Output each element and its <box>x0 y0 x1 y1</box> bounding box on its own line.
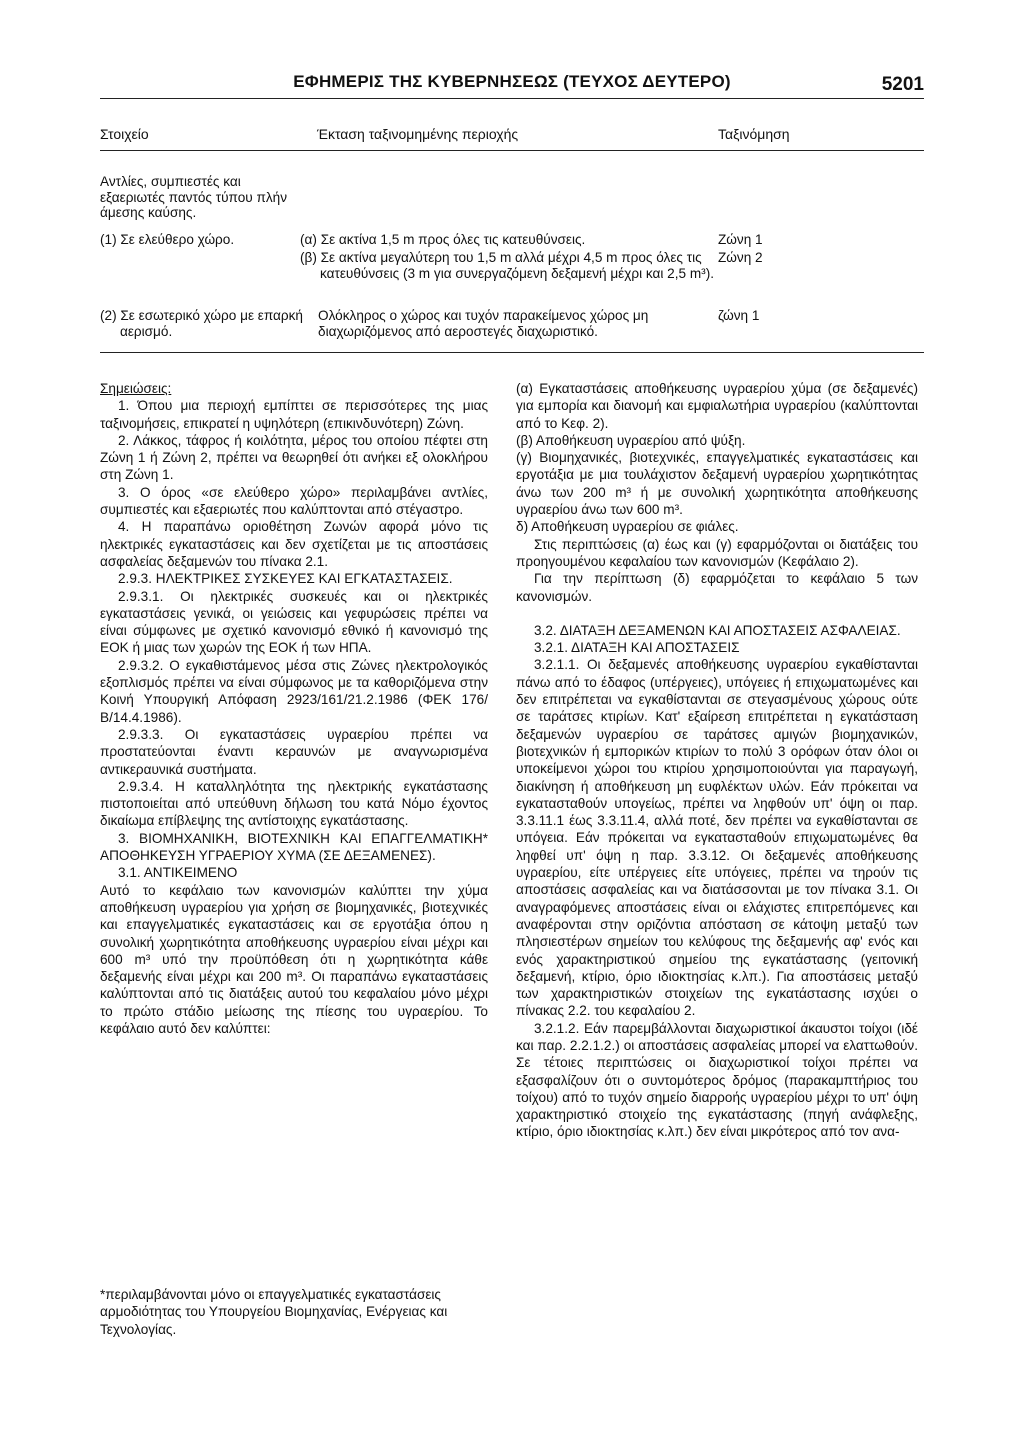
exclusion-a: (α) Εγκαταστάσεις αποθήκευσης υγραερίου χύμα (σε δεξαμενές) για εμπορία και διανομή και εμφιαλωτήρια υγραερίου (καλύπτονται από το Κεφ. 2). <box>516 381 918 431</box>
paragraph-case-d: Για την περίπτωση (δ) εφαρμόζεται το κεφάλαιο 5 των κανονισμών. <box>516 571 918 604</box>
note-2: 2. Λάκκος, τάφρος ή κοιλότητα, μέρος του οποίου πέφτει στη Ζώνη 1 ή Ζώνη 2, πρέπει να θεωρηθεί ότι ανήκει εξ ολοκλήρου στη Ζώνη 1. <box>100 432 488 483</box>
exclusion-c: (γ) Βιομηχανικές, βιοτεχνικές, επαγγελματικές εγκαταστάσεις και εργοτάξια με μια τουλάχιστον δεξαμενή υγραερίου χωρητικότητας άνω των 200 m³ ή με συνολική χωρητικότητα αποθήκευσης υγραερίου άνω των 600 m³. <box>516 450 918 518</box>
table-header-element: Στοιχείο <box>100 126 149 142</box>
paragraph-cases-a-c: Στις περιπτώσεις (α) έως και (γ) εφαρμόζονται οι διατάξεις του προηγουμένου κεφαλαίου των κανονισμών (Κεφάλαιο 2). <box>516 536 918 569</box>
section-2-9-3-1: 2.9.3.1. Οι ηλεκτρικές συσκευές και οι ηλεκτρικές εγκαταστάσεις γενικά, οι γειώσεις και γεφυρώσεις πρέπει να είναι σύμφωνες με σχετικό κανονισμό εθνικό ή κανονισμό της ΕΟΚ ή μιας των χωρών της ΕΟΚ ή των ΗΠΑ. <box>100 588 488 656</box>
row2-element: (2) Σε εσωτερικό χώρο με επαρκή αερισμό. <box>100 308 303 339</box>
left-column <box>100 380 488 1037</box>
section-3-2-1-heading: 3.2.1. ΔΙΑΤΑΞΗ ΚΑΙ ΑΠΟΣΤΑΣΕΙΣ <box>534 640 740 656</box>
note-4: 4. Η παραπάνω οριοθέτηση Ζωνών αφορά μόνο τις ηλεκτρικές εγκαταστάσεις και δεν σχετίζεται με τις αποστάσεις ασφαλείας δεξαμενών του πίνακα 2.1. <box>100 519 488 569</box>
section-2-9-3-2: 2.9.3.2. Ο εγκαθιστάμενος μέσα στις Ζώνες ηλεκτρολογικός εξοπλισμός πρέπει να είναι σύμφωνος με τα καθοριζόμενα στην Κοινή Υπουργική Απόφαση 2923/161/21.2.1986 (ΦΕΚ 176/Β/14.4.1986). <box>100 657 488 725</box>
page-header-title: ΕΦΗΜΕΡΙΣ ΤΗΣ ΚΥΒΕΡΝΗΣΕΩΣ (ΤΕΥΧΟΣ ΔΕΥΤΕΡΟ) <box>293 72 731 91</box>
table-header-extent: Έκταση ταξινομημένης περιοχής <box>317 126 519 142</box>
section-3-2-1-2: 3.2.1.2. Εάν παρεμβάλλονται διαχωριστικοί άκαυστοι τοίχοι (ιδέ και παρ. 2.2.1.2.) οι αποστάσεις ασφαλείας μπορεί να ελαττωθούν. Σε τέτοιες περιπτώσεις οι διαχωριστικοί τοίχοι πρέπει να εξασφαλίζουν ότι ο συντομότερος δρόμος (παρακαμπτήριος του τοίχου) από το τυχόν σημείο διαρροής υγραερίου μέχρι το υπ' όψη χαρακτηριστικό στοιχείο της εγκατάστασης (πηγή ανάφλεξης, κτίριο, όριο ιδιοκτησίας κ.λπ.) δεν είναι μικρότερος από τον ανα- <box>516 1020 918 1140</box>
table-header-classification: Ταξινόμηση <box>718 126 790 142</box>
row1-class-a: Ζώνη 1 <box>718 232 763 247</box>
row2-class: ζώνη 1 <box>718 308 760 323</box>
footnote: *περιλαμβάνονται μόνο οι επαγγελματικές εγκαταστάσεις αρμοδιότητας του Υπουργείου Βιομηχανίας, Ενέργειας και Τεχνολογίας. <box>100 1287 448 1337</box>
note-3: 3. Ο όρος «σε ελεύθερο χώρο» περιλαμβάνει αντλίες, συμπιεστές και εξαεριωτές που καλύπτονται από στέγαστρο. <box>100 484 488 518</box>
section-3-heading: 3. ΒΙΟΜΗΧΑΝΙΚΗ, ΒΙΟΤΕΧΝΙΚΗ ΚΑΙ ΕΠΑΓΓΕΛΜΑΤΙΚΗ* ΑΠΟΘΗΚΕΥΣΗ ΥΓΡΑΕΡΙΟΥ ΧΥΜΑ (ΣΕ ΔΕΞΑΜΕΝΕΣ). <box>100 830 488 864</box>
section-2-9-3-4: 2.9.3.4. Η καταλληλότητα της ηλεκτρικής εγκατάστασης πιστοποιείται από υπεύθυνη δήλωση του κατά Νόμο έχοντος δικαίωμα επίβλεψης της αντίστοιχης εγκατάστασης. <box>100 778 488 829</box>
table-intro: Αντλίες, συμπιεστές και εξαεριωτές παντός τύπου πλήν άμεσης καύσης. <box>100 174 288 220</box>
table-bottom-rule <box>100 352 924 353</box>
row2-extent: Ολόκληρος ο χώρος και τυχόν παρακείμενος χώρος μη διαχωριζόμενος από αεροστεγές διαχωριστικό. <box>318 308 649 339</box>
section-3-1-text: Αυτό το κεφάλαιο των κανονισμών καλύπτει την χύμα αποθήκευση υγραερίου για χρήση σε βιομηχανικές, βιοτεχνικές και επαγγελματικές εγκαταστάσεις και σε εργοτάξια όπου η συνολική χωρητικότητα αποθήκευσης υγραερίου είναι μέχρι και 600 m³ υπό την προϋπόθεση ότι η χωρητικότητα κάθε δεξαμενής είναι μέχρι και 200 m³. Οι παραπάνω εγκαταστάσεις καλύπτονται από τις διατάξεις αυτού του κεφαλαίου μόνο μέχρι το πρώτο στάδιο μείωσης της πίεσης του υγραερίου. Το κεφάλαιο αυτό δεν καλύπτει: <box>100 882 488 1036</box>
right-column <box>516 380 918 1141</box>
exclusion-d: δ) Αποθήκευση υγραερίου σε φιάλες. <box>516 519 739 535</box>
section-3-2-heading: 3.2. ΔΙΑΤΑΞΗ ΔΕΞΑΜΕΝΩΝ ΚΑΙ ΑΠΟΣΤΑΣΕΙΣ ΑΣΦΑΛΕΙΑΣ. <box>534 622 901 638</box>
table-header-rule <box>100 150 924 151</box>
section-3-2-1-1: 3.2.1.1. Οι δεξαμενές αποθήκευσης υγραερίου εγκαθίστανται πάνω από το έδαφος (υπέργειες), υπόγειες ή επιχωματωμένες και δεν επιτρέπεται να εγκαθίστανται σε στεγασμένους χώρους ούτε σε ταράτσες κτιρίων. Κατ' εξαίρεση επιτρέπεται η εγκατάσταση δεξαμενών υγραερίου σε ταράτσες αμιγών βιομηχανικών, βιοτεχνικών ή εμπορικών κτιρίων το πολύ 3 ορόφων όταν όλοι οι υποκείμενοι χώροι του κτιρίου χρησιμοποιούνται για παραγωγή, διακίνηση ή αποθήκευση μη ευφλέκτων υλών. Εάν πρόκειται να εγκατασταθούν υπογείως, πρέπει να ληφθούν υπ' όψη οι παρ. 3.3.11.1 έως 3.3.11.4, αλλά ποτέ, δεν πρέπει να εγκαθίστανται σε υπόγεια. Εάν πρόκειται να εγκατασταθούν επιχωματωμένες θα ληφθεί υπ' όψη η παρ. 3.3.12. Οι δεξαμενές αποθήκευσης υγραερίου, είτε υπέργειες είτε υπόγειες, πρέπει να τηρούν τις αποστάσεις ασφαλείας και να διατάσσονται με τον πίνακα 3.1. Οι αναγραφόμενες αποστάσεις είναι οι ελάχιστες επιτρεπόμενες και αναφέρονται στην οριζόντια απόσταση σε κάτοψη μεταξύ των πλησιεστέρων σημείων του κελύφους της δεξαμενής αφ' ενός και ενός χαρακτηριστικού σημείου της εγκατάστασης (γειτονική δεξαμενή, κτίριο, όριο ιδιοκτησίας κ.λπ.). Για αποστάσεις μεταξύ των χαρακτηριστικών στοιχείων της εγκατάστασης ισχύει ο πίνακας 2.2. του κεφαλαίου 2. <box>516 657 918 1019</box>
header-rule <box>100 98 924 99</box>
row1-extent-b: (β) Σε ακτίνα μεγαλύτερη του 1,5 m αλλά μέχρι 4,5 m προς όλες τις κατευθύνσεις (3 m για συνεργαζόμενη δεξαμενή μέχρι και 2,5 m³). <box>300 250 715 281</box>
section-3-1-heading: 3.1. ΑΝΤΙΚΕΙΜΕΝΟ <box>118 865 238 881</box>
exclusion-b: (β) Αποθήκευση υγραερίου από ψύξη. <box>516 432 746 448</box>
row1-element: (1) Σε ελεύθερο χώρο. <box>100 232 235 247</box>
notes-heading: Σημειώσεις: <box>100 381 172 396</box>
row1-class-b: Ζώνη 2 <box>718 250 763 265</box>
section-2-9-3: 2.9.3. ΗΛΕΚΤΡΙΚΕΣ ΣΥΣΚΕΥΕΣ ΚΑΙ ΕΓΚΑΤΑΣΤΑΣΕΙΣ. <box>118 571 453 587</box>
row1-extent-a: (α) Σε ακτίνα 1,5 m προς όλες τις κατευθύνσεις. <box>300 232 586 247</box>
page-number: 5201 <box>881 74 924 95</box>
section-2-9-3-3: 2.9.3.3. Οι εγκαταστάσεις υγραερίου πρέπει να προστατεύονται έναντι κεραυνών με αναγνωρισμένα αντικεραυνικά συστήματα. <box>100 726 488 777</box>
note-1: 1. Όπου μια περιοχή εμπίπτει σε περισσότερες της μιας ταξινομήσεις, επικρατεί η υψηλότερη (επικινδυνότερη) Ζώνη. <box>100 398 488 431</box>
